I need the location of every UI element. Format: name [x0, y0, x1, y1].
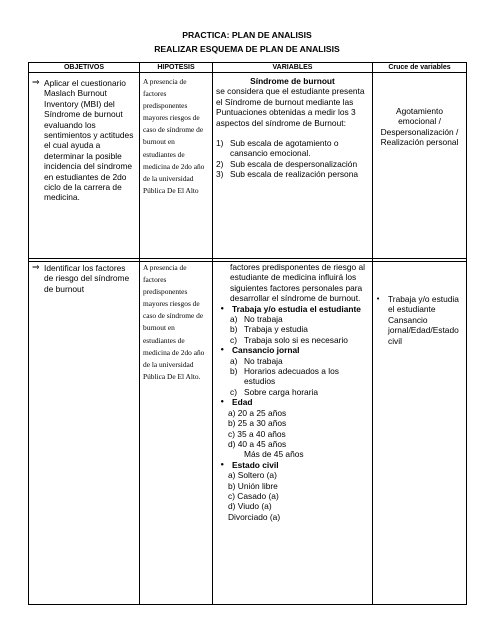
variables-intro: factores predisponentes de riesgo al estudiante de medicina influirá los siguientes factores personales para desarrollar el síndrome de burnout. [230, 262, 366, 304]
group-title: • Trabaja y/o estudia el estudiante [220, 303, 361, 314]
list-item: a) Soltero (a) [228, 470, 277, 481]
document-subtitle: REALIZAR ESQUEMA DE PLAN DE ANALISIS [154, 44, 340, 54]
bullet-icon: • [376, 295, 381, 303]
list-item: a) No trabaja [230, 355, 283, 366]
cruce-text: Trabaja y/o estudia el estudiante Cansancio jornal/Edad/Estado civil [388, 294, 459, 346]
analysis-plan-table [28, 62, 467, 605]
cruce-cell [373, 73, 467, 259]
header-variables: VARIABLES [213, 63, 373, 73]
group-title: • Edad [220, 397, 253, 408]
table-row [29, 73, 467, 259]
list-item: c) Trabaja solo si es necesario [230, 334, 348, 345]
hipotesis-cell [140, 262, 213, 605]
hipotesis-text: A presencia de factores predisponentes mayores riesgos de caso de síndrome de burnout en estudiantes de medicina de 2do año de la universidad Pública De El Alto. [143, 263, 205, 381]
objetivo-cell [29, 262, 140, 605]
objetivo-cell [29, 73, 140, 259]
list-item: b) Unión libre [228, 480, 278, 491]
table-row [29, 262, 467, 605]
objetivo-text: Aplicar el cuestionario Maslach Burnout Inventory (MBI) del Síndrome de burnout evaluando los sentimientos y actitudes el cual ayuda a determinar la posible incidencia del síndrome en estudiantes de 2do ciclo de la carrera de medicina. [44, 78, 134, 203]
variables-intro: se considera que el estudiante presenta el Síndrome de burnout mediante las Puntuaciones obtenidas a medir los 3 aspectos del síndrome de Burnout: [216, 86, 365, 128]
cruce-item [376, 294, 463, 346]
hipotesis-cell [140, 73, 213, 259]
list-item: 1) Sub escala de agotamiento o cansancio emocional. [216, 138, 339, 159]
group-title: • Cansancio jornal [220, 345, 300, 356]
list-item: a) No trabaja [230, 314, 283, 325]
hipotesis-text: A presencia de factores predisponentes mayores riesgos de caso de síndrome de burnout en estudiantes de medicina de 2do año de la universidad Pública De El Alto [143, 77, 205, 195]
variables-cell [213, 73, 373, 259]
header-objetivos: OBJETIVOS [29, 63, 140, 73]
list-item: Divorciado (a) [228, 511, 281, 522]
objetivo-text: Identificar los factores de riesgo del síndrome de burnout [44, 263, 130, 294]
header-hipotesis: HIPOTESIS [140, 63, 213, 73]
list-item: b) Trabaja y estudia [230, 324, 308, 335]
group-title: • Estado civil [220, 459, 279, 470]
document-title: PRACTICA: PLAN DE ANALISIS [182, 30, 312, 40]
list-item: a) 20 a 25 años [228, 407, 287, 418]
list-item: c) Casado (a) [228, 490, 279, 501]
arrow-icon: ⇒ [32, 263, 40, 273]
header-row [29, 63, 467, 73]
list-item: d) Viudo (a) [228, 501, 272, 512]
list-item: 3) Sub escala de realización persona [216, 169, 359, 180]
list-item: 2) Sub escala de despersonalización [216, 158, 358, 169]
list-item: d) 40 a 45 años [228, 438, 287, 449]
variables-cell [213, 262, 373, 605]
list-item: Más de 45 años [244, 449, 304, 460]
cruce-cell [373, 262, 467, 605]
list-item: b) 25 a 30 años [228, 418, 287, 429]
cruce-text: Agotamiento emocional / Despersonalización / Realización personal [380, 106, 459, 148]
list-item: c) 35 a 40 años [228, 428, 286, 439]
list-item: b) Horarios adecuados a los estudios [230, 366, 339, 387]
arrow-icon: ⇒ [32, 78, 40, 88]
header-cruce: Cruce de variables [373, 63, 467, 73]
list-item: c) Sobre carga horaria [230, 386, 319, 397]
variables-title: Síndrome de burnout [250, 76, 335, 86]
